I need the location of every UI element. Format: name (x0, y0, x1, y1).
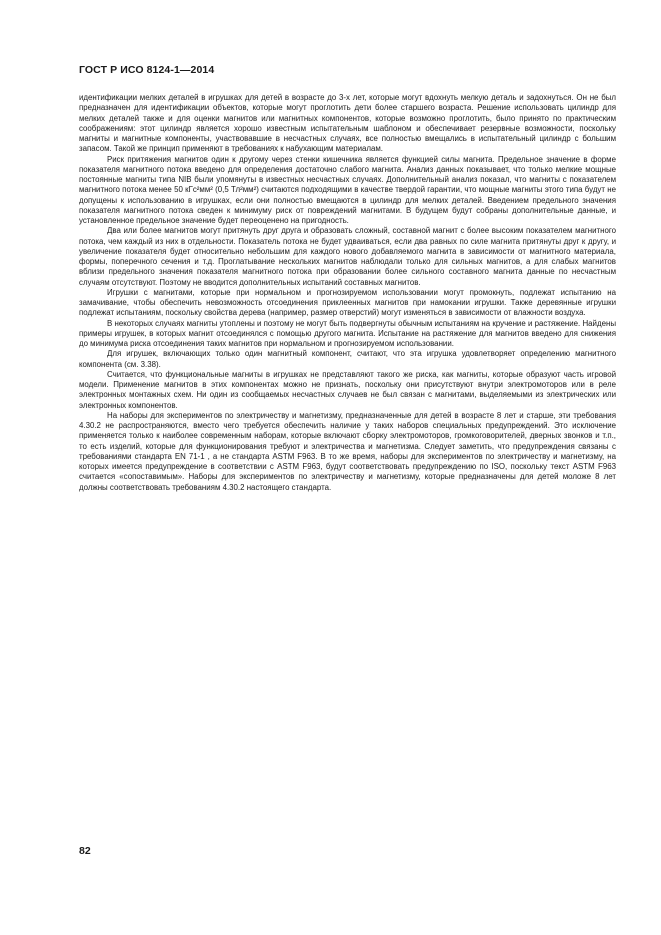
paragraph-3: Два или более магнитов могут притянуть друг друга и образовать сложный, составной магнит с более высоким показателем магнитного потока, чем каждый из них в отдельности. Показатель потока не будет удваиваться, если два равных по силе магнита притянуты друг к другу, и увеличение показателя будет относительно небольшим для каждого нового добавляемого магнита в зависимости от магнитного материала, формы, поперечного сечения и т.д. Проглатывание нескольких магнитов наблюдали только для сильных магнитов, а для слабых магнитов вблизи предельного значения показателя магнитного потока при образовании более сильного составного магнита данные по несчастным случаям отсутствуют. Поэтому не вводится дополнительных испытаний составных магнитов. (79, 226, 616, 287)
paragraph-1: идентификации мелких деталей в игрушках для детей в возрасте до 3-х лет, которые могут вдохнуть мелкую деталь и задохнуться. Он не был предназначен для идентификации объектов, которые могут проглотить дети более старшего возраста. Решение использовать цилиндр для мелких деталей также и для оценки магнитов или магнитных компонентов, которые возможно проглотить, было принято по практическим соображениям: этот цилиндр является хорошо известным испытательным шаблоном и обеспечивает резервные возможности, поскольку магниты и магнитные компоненты, участвовавшие в несчастных случаях, все полностью вмещались в испытательный цилиндр с большим запасом. Такой же принцип применяют в требованиях к набухающим материалам. (79, 93, 616, 154)
paragraph-5: В некоторых случаях магниты утоплены и поэтому не могут быть подвергнуты обычным испытаниям на кручение и растяжение. Найдены примеры игрушек, в которых магнит отсоединялся с помощью другого магнита. Испытание на растяжение для магнитов введено для снижения до минимума риска отсоединения таких магнитов при нормальном и прогнозируемом использовании. (79, 318, 616, 348)
paragraph-2: Риск притяжения магнитов один к другому через стенки кишечника является функцией силы магнита. Предельное значение в форме показателя магнитного потока введено для определения достаточно слабого магнита. Анализ данных показывает, что только мелкие мощные постоянные магниты типа NIB были упомянуты в известных несчастных случаях. Дополнительный анализ показал, что магниты с показателем магнитного потока менее 50 кГс²мм² (0,5 Тл²мм²) считаются подходящими в качестве твердой гарантии, что мощные магниты этого типа будут не допущены к использованию в игрушках, если они полностью вмещаются в цилиндр для мелких деталей. Введением предельного значения показателя магнитного потока сведен к минимуму риск от повреждений магнитами. В будущем будут собраны дополнительные данные, и установленное предельное значение будет переоценено на пригодность. (79, 154, 616, 225)
paragraph-6: Для игрушек, включающих только один магнитный компонент, считают, что эта игрушка удовлетворяет определению магнитного компонента (см. 3.38). (79, 349, 616, 369)
body-text (79, 93, 616, 493)
paragraph-4: Игрушки с магнитами, которые при нормальном и прогнозируемом использовании могут промокнуть, подлежат испытанию на замачивание, чтобы обеспечить невозможность отсоединения приклеенных магнитов при намокании игрушки. Также деревянные игрушки подлежат испытаниям, поскольку свойства дерева (например, размер отверстий) могут изменяться в зависимости от влажности воздуха. (79, 287, 616, 318)
paragraph-8: На наборы для экспериментов по электричеству и магнетизму, предназначенные для детей в возрасте 8 лет и старше, эти требования 4.30.2 не распространяются, вместо чего требуется обеспечить наличие у таких наборов специальных предупреждений. Это исключение применяется только к наиболее современным наборам, которые включают сборку электромоторов, громкоговорителей, дверных звонков и т.п., то есть изделий, которые для функционирования требуют и электричества и магнетизма. Следует заметить, что предупреждения связаны с требованиями стандарта EN 71-1 , а не стандарта ASTM F963. В то же время, наборы для экспериментов по электричеству и магнетизму, на которых имеется предупреждение в соответствии с ASTM F963, будут соответствовать предупреждению по ISO, поскольку текст ASTM F963 считается «сопоставимым». Наборы для экспериментов по электричеству и магнетизму, которые предназначены для детей моложе 8 лет должны соответствовать требованиям 4.30.2 настоящего стандарта. (79, 410, 616, 492)
paragraph-7: Считается, что функциональные магниты в игрушках не представляют такого же риска, как магниты, которые образуют часть игровой модели. Применение магнитов в этих компонентах можно не признать, поскольку они присутствуют внутри электромоторов или в реле электронных монтажных схем. Ни один из сообщаемых несчастных случаев не был связан с магнитами, выделяемыми из электрических или электронных компонентов. (79, 369, 616, 410)
page-number: 82 (79, 845, 91, 857)
page-header-title: ГОСТ Р ИСО 8124-1—2014 (79, 64, 215, 76)
